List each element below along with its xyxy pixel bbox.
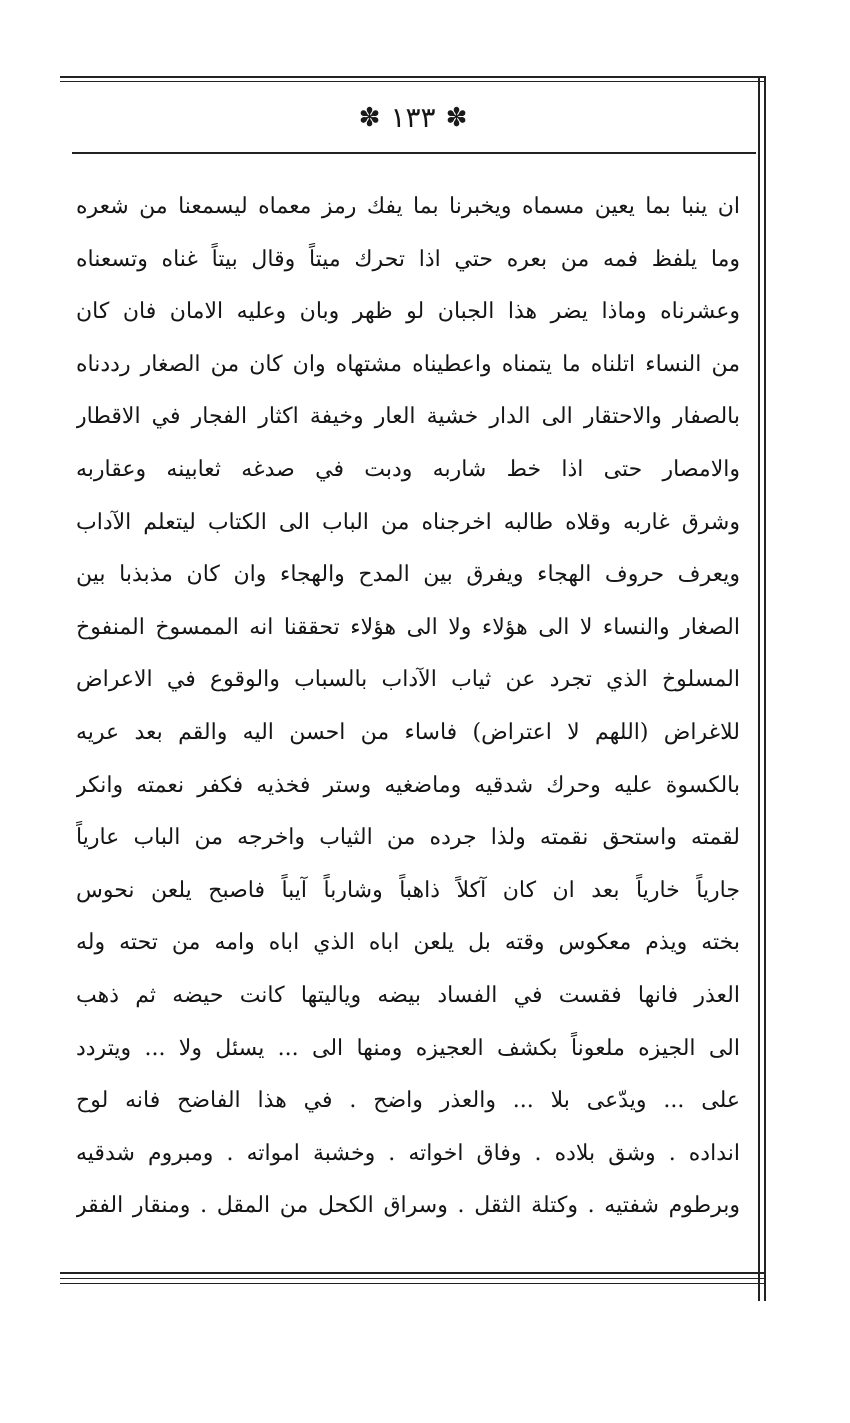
text-line: بالصفار والاحتقار الى الدار خشية العار وخيفة اكثار الفجار في الاقطار <box>76 404 740 430</box>
page-frame <box>60 76 766 1301</box>
text-line: من النساء اتلناه ما يتمناه واعطيناه مشتهاه وان كان من الصغار رددناه <box>76 351 740 377</box>
bottom-border-rule-outer <box>60 1283 764 1284</box>
page-number: ١٣٣ <box>390 101 436 134</box>
body-text <box>76 181 740 1233</box>
flower-ornament-icon: ✽ <box>445 103 468 133</box>
right-border-rule-outer <box>764 76 766 1301</box>
page-header <box>60 98 766 138</box>
text-line: ويعرف حروف الهجاء ويفرق بين المدح والهجاء وان كان مذبذبا بين <box>76 562 740 588</box>
top-border-rule-inner <box>60 81 764 82</box>
bottom-border-rule <box>60 1272 764 1274</box>
bottom-border-rule-inner <box>60 1278 764 1279</box>
text-line: وبرطوم شفتيه . وكتلة الثقل . وسراق الكحل من المقل . ومنقار الفقر <box>76 1193 740 1219</box>
text-line: المسلوخ الذي تجرد عن ثياب الآداب بالسباب والوقوع في الاعراض <box>76 667 740 693</box>
text-line: ان ينبا بما يعين مسماه ويخبرنا بما يفك رمز معماه ليسمعنا من شعره <box>76 194 740 219</box>
right-border-rule <box>758 76 760 1301</box>
text-line: بخته ويذم معكوس وقته بل يلعن اباه الذي اباه وامه من تحته وله <box>76 930 740 956</box>
text-line: وشرق غاربه وقلاه طالبه اخرجناه من الباب الى الكتاب ليتعلم الآداب <box>76 509 740 535</box>
text-line: بالكسوة عليه وحرك شدقيه وماضغيه وستر فخذيه فكفر نعمته وانكر <box>76 772 740 798</box>
text-line: لقمته واستحق نقمته ولذا جرده من الثياب واخرجه من الباب عارياً <box>76 825 740 851</box>
text-line: جارياً خارياً بعد ان كان آكلاً ذاهباً وشارباً آيباً فاصبح يلعن نحوس <box>76 877 740 903</box>
text-line: الصغار والنساء لا الى هؤلاء ولا الى هؤلاء تحققنا انه الممسوخ المنفوخ <box>76 614 740 640</box>
text-line: وعشرناه وماذا يضر هذا الجبان لو ظهر وبان وعليه الامان فان كان <box>76 299 740 325</box>
text-line: للاغراض (اللهم لا اعتراض) فاساء من احسن اليه والقم بعد عريه <box>76 719 740 745</box>
text-line: وما يلفظ فمه من بعره حتي اذا تحرك ميتاً وقال بيتاً غناه وتسعناه <box>76 246 740 272</box>
flower-ornament-icon: ✽ <box>358 103 381 133</box>
top-border-rule <box>60 76 764 78</box>
text-line: انداده . وشق بلاده . وفاق اخواته . وخشبة امواته . ومبروم شدقيه <box>76 1140 740 1166</box>
text-line: العذر فانها فقست في الفساد بيضه وياليتها كانت حيضه ثم ذهب <box>76 982 740 1008</box>
text-line: والامصار حتى اذا خط شاربه ودبت في صدغه ثعابينه وعقاربه <box>76 456 740 482</box>
text-line: على ... ويدّعى بلا ... والعذر واضح . في هذا الفاضح فانه لوح <box>76 1088 740 1114</box>
header-divider <box>72 152 756 154</box>
text-line: الى الجيزه ملعوناً بكشف العجيزه ومنها الى ... يسئل ولا ... ويتردد <box>76 1035 740 1061</box>
